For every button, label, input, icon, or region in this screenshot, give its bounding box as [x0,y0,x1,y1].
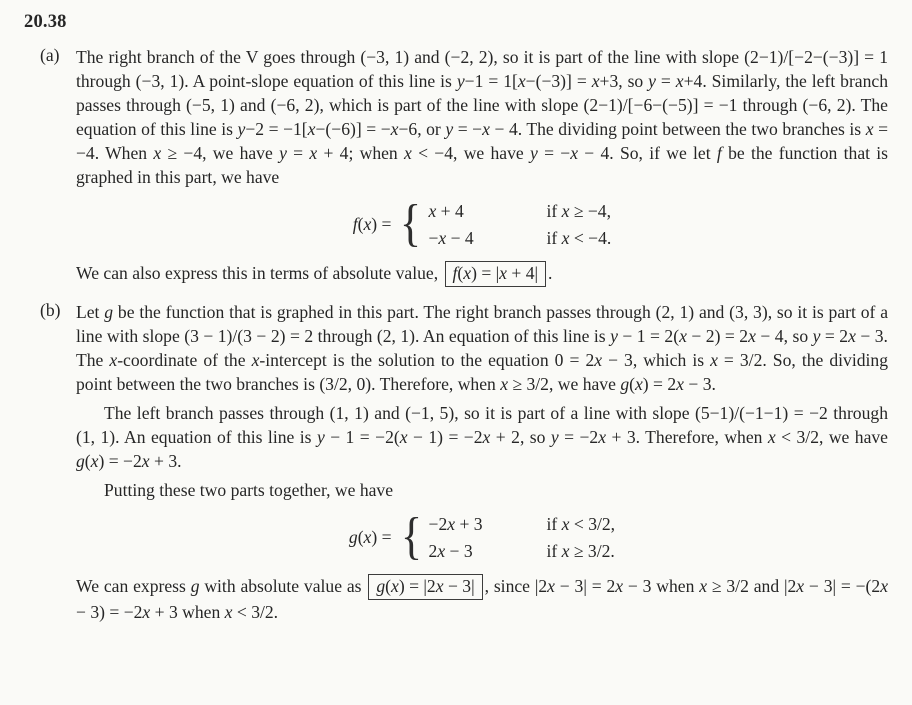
case-condition: if x < 3/2, [546,513,616,534]
part-a-label: (a) [40,45,60,65]
part-b-paragraph-2: The left branch passes through (1, 1) and (−1, 5), so it is part of a line with slope (5−1)/(−1−1) = −2 through (1, 1). An equation of this line is y − 1 = −2(x − 1) = −2x + 2, so y = −2x + 3. Therefore, when x < 3/2, we have g(x) = −2x + 3. [76,403,888,471]
part-b-body [76,300,888,624]
piecewise-definition-g [76,508,888,565]
part-a-body [76,45,888,287]
left-brace-icon: { [400,508,422,565]
formula-lhs-f: f(x) = [352,213,392,234]
conclusion-text-before: We can express g with absolute value as [76,576,367,596]
part-a-paragraph: The right branch of the V goes through (−3, 1) and (−2, 2), so it is part of the line with slope (2−1)/[−2−(−3)] = 1 through (−3, 1). A point-slope equation of this line is y−1 = 1[x−(−3)] = x+3, so y = x+4. Similarly, the left branch passes through (−5, 1) and (−6, 2), which is part of the line with slope (2−1)/[−6−(−5)] = −1 through (−6, 2). The equation of this line is y−2 = −1[x−(−6)] = −x−6, or y = −x − 4. The dividing point between the two branches is x = −4. When x ≥ −4, we have y = x + 4; when x < −4, we have y = −x − 4. So, if we let f be the function that is graphed in this part, we have [76,47,889,187]
problem-number: 20.38 [24,12,67,32]
piecewise-definition-f [76,195,888,252]
conclusion-text-after: , since |2x − 3| = 2x − 3 when x ≥ 3/2 and |2x − 3| = −(2x − 3) = −2x + 3 when x < 3/2. [76,576,888,622]
boxed-answer-f: f(x) = |x + 4| [445,261,547,287]
boxed-answer-g: g(x) = |2x − 3| [368,574,482,600]
conclusion-text-before: We can also express this in terms of absolute value, [76,263,443,283]
part-a [40,45,888,287]
case-expr: x + 4 [428,200,464,221]
case-condition: if x < −4. [546,227,612,248]
part-b-conclusion [76,574,888,624]
formula-lhs-g: g(x) = [348,526,392,547]
part-b [40,300,888,624]
part-b-paragraph-1: Let g be the function that is graphed in this part. The right branch passes through (2, 1) and (3, 3), so it is part of a line with slope (3 − 1)/(3 − 2) = 2 through (2, 1). An equation of this line is y − 1 = 2(x − 2) = 2x − 4, so y = 2x − 3. The x-coordinate of the x-intercept is the solution to the equation 0 = 2x − 3, which is x = 3/2. So, the dividing point between the two branches is (3/2, 0). Therefore, when x ≥ 3/2, we have g(x) = 2x − 3. [76,302,889,394]
part-a-conclusion [76,261,888,287]
cases-g [429,512,616,563]
part-b-paragraph-3: Putting these two parts together, we have [104,480,394,500]
part-b-label: (b) [40,300,61,320]
case-expr: 2x − 3 [428,540,473,561]
conclusion-text-after: . [548,263,553,283]
left-brace-icon: { [400,195,422,252]
cases-f [428,199,611,250]
case-condition: if x ≥ 3/2. [546,540,615,561]
case-condition: if x ≥ −4, [546,200,611,221]
case-expr: −2x + 3 [428,513,483,534]
case-expr: −x − 4 [428,227,474,248]
